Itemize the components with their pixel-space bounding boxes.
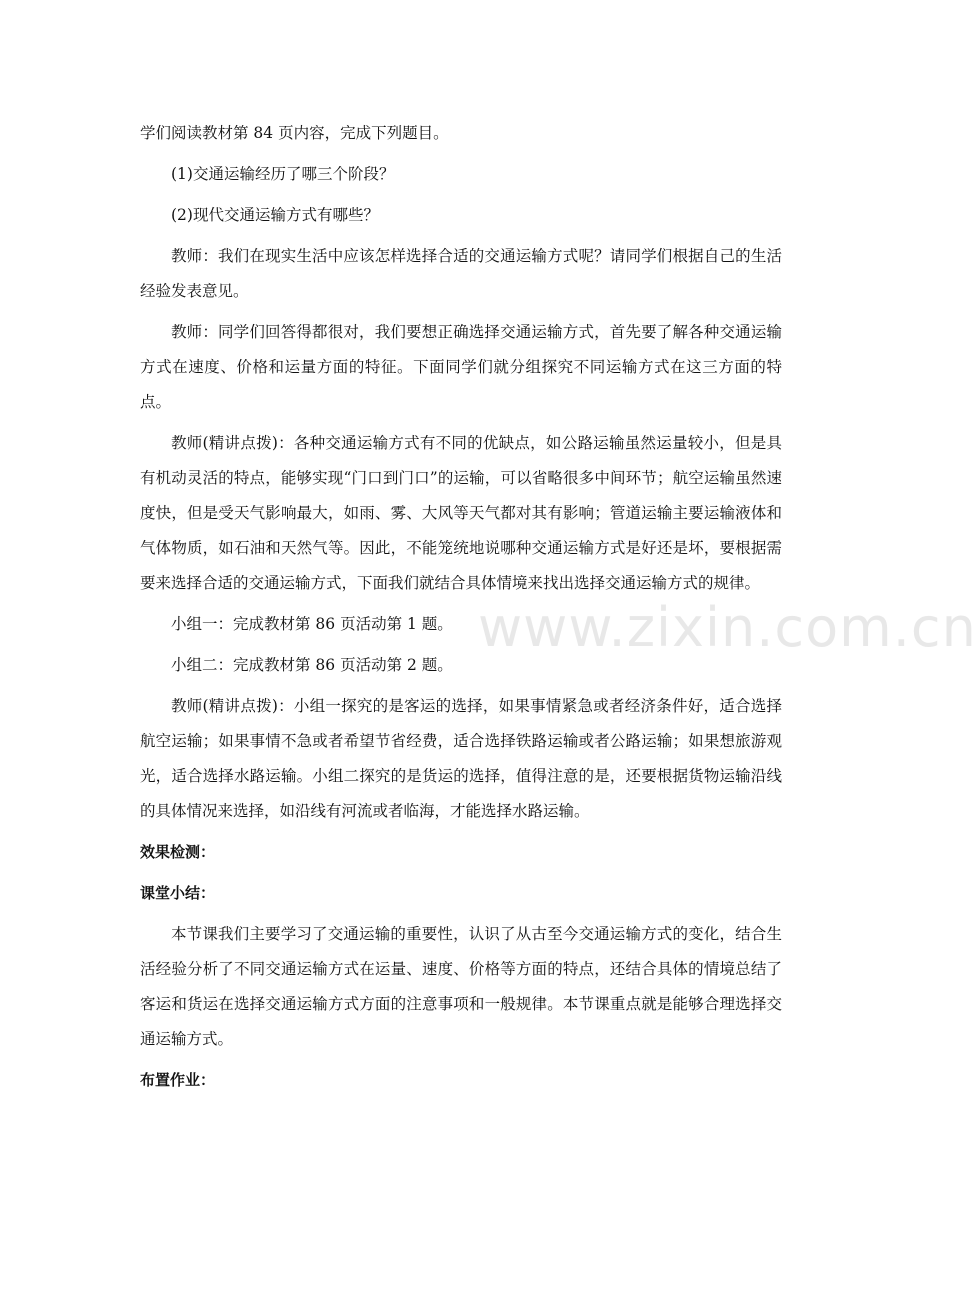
paragraph-teacher-explanation-2: 教师(精讲点拨)：小组一探究的是客运的选择，如果事情紧急或者经济条件好，适合选择航空运输；如果事情不急或者希望节省经费，适合选择铁路运输或者公路运输；如果想旅游观光，适合选择水路运输。小组二探究的是货运的选择，值得注意的是，还要根据货物运输沿线的具体情况来选择，如沿线有河流或者临海，才能选择水路运输。	[140, 697, 782, 820]
group-two-task: 小组二：完成教材第 86 页活动第 2 题。	[171, 656, 453, 674]
paragraph-teacher-explanation-1: 教师(精讲点拨)：各种交通运输方式有不同的优缺点，如公路运输虽然运量较小，但是具有机动灵活的特点，能够实现“门口到门口”的运输，可以省略很多中间环节；航空运输虽然速度快，但是受天气影响最大，如雨、雾、大风等天气都对其有影响；管道运输主要运输液体和气体物质，如石油和天然气等。因此，不能笼统地说哪种交通运输方式是好还是坏，要根据需要来选择合适的交通运输方式，下面我们就结合具体情境来找出选择交通运输方式的规律。	[140, 434, 782, 592]
paragraph-reading-task: 学们阅读教材第 84 页内容，完成下列题目。	[140, 124, 449, 142]
group-one-task: 小组一：完成教材第 86 页活动第 1 题。	[171, 615, 453, 633]
paragraph-teacher-transition: 教师：同学们回答得都很对，我们要想正确选择交通运输方式，首先要了解各种交通运输方式在速度、价格和运量方面的特征。下面同学们就分组探究不同运输方式在这三方面的特点。	[140, 323, 782, 411]
question-1: (1)交通运输经历了哪三个阶段？	[171, 165, 395, 183]
section-heading-assessment: 效果检测：	[140, 843, 216, 861]
watermark: www.zixin.com.cn	[478, 596, 977, 659]
section-heading-summary: 课堂小结：	[140, 884, 216, 902]
section-heading-homework: 布置作业：	[140, 1071, 216, 1089]
document-body	[140, 116, 782, 1104]
paragraph-summary: 本节课我们主要学习了交通运输的重要性，认识了从古至今交通运输方式的变化，结合生活经验分析了不同交通运输方式在运量、速度、价格等方面的特点，还结合具体的情境总结了客运和货运在选择交通运输方式方面的注意事项和一般规律。本节课重点就是能够合理选择交通运输方式。	[140, 925, 782, 1048]
paragraph-teacher-question: 教师：我们在现实生活中应该怎样选择合适的交通运输方式呢？请同学们根据自己的生活经验发表意见。	[140, 247, 782, 300]
question-2: (2)现代交通运输方式有哪些？	[171, 206, 379, 224]
